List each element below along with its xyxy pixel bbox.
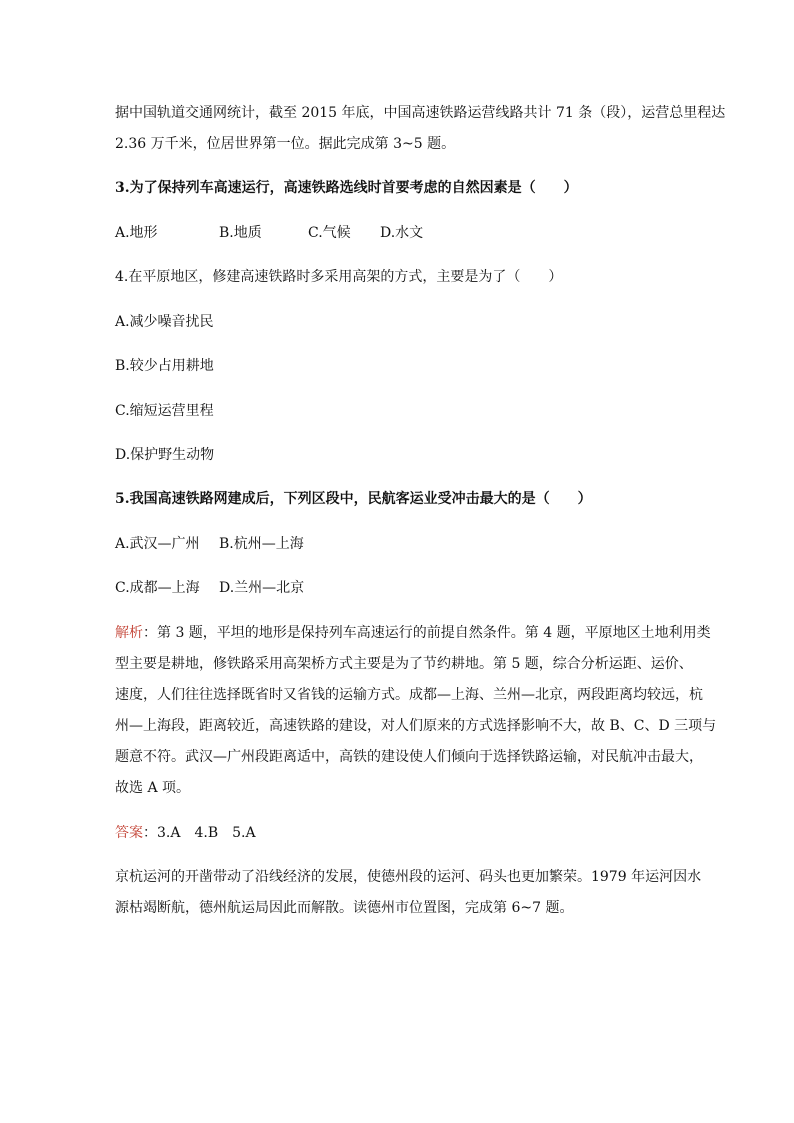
q4-option-c: C.缩短运营里程 <box>115 403 214 419</box>
analysis-label: 解析 <box>115 625 143 641</box>
answer-text: ：3.A 4.B 5.A <box>143 825 256 841</box>
q5-option-d: D.兰州—北京 <box>219 580 305 596</box>
intro-line-2: 2.36 万千米，位居世界第一位。据此完成第 3~5 题。 <box>115 136 456 152</box>
q3-option-a: A.地形 <box>115 225 158 241</box>
question-5-stem: 5.我国高速铁路网建成后，下列区段中，民航客运业受冲击最大的是（ ） <box>115 491 592 507</box>
analysis-line-1 <box>115 624 711 642</box>
answer-label: 答案 <box>115 825 143 841</box>
analysis-line-5: 题意不符。武汉—广州段距离适中，高铁的建设使人们倾向于选择铁路运输，对民航冲击最大， <box>115 749 703 765</box>
question-4-stem: 4.在平原地区，修建高速铁路时多采用高架的方式，主要是为了（ ） <box>115 269 563 285</box>
question-3-stem: 3.为了保持列车高速运行，高速铁路选线时首要考虑的自然因素是（ ） <box>115 180 578 196</box>
analysis-line-4: 州—上海段，距离较近，高速铁路的建设，对人们原来的方式选择影响不大，故 B、C、D 三项与 <box>115 718 717 734</box>
analysis-line-3: 速度，人们往往选择既省时又省钱的运输方式。成都—上海、兰州—北京，两段距离均较远，杭 <box>115 687 703 703</box>
q4-option-b: B.较少占用耕地 <box>115 358 214 374</box>
analysis-line-2: 型主要是耕地，修铁路采用高架桥方式主要是为了节约耕地。第 5 题，综合分析运距、运价、 <box>115 656 693 672</box>
q5-option-c: C.成都—上海 <box>115 580 200 596</box>
q5-option-a: A.武汉—广州 <box>115 536 200 552</box>
q3-option-b: B.地质 <box>219 225 262 241</box>
next-intro-line-2: 源枯竭断航，德州航运局因此而解散。读德州市位置图，完成第 6~7 题。 <box>115 900 574 916</box>
analysis-line-6: 故选 A 项。 <box>115 780 191 796</box>
q3-option-d: D.水文 <box>380 225 424 241</box>
answer-line <box>115 824 685 842</box>
q3-option-c: C.气候 <box>308 225 351 241</box>
q4-option-d: D.保护野生动物 <box>115 447 215 463</box>
intro-line-1: 据中国轨道交通网统计，截至 2015 年底，中国高速铁路运营线路共计 71 条（段），运营总里程达 <box>115 105 726 121</box>
q5-option-b: B.杭州—上海 <box>219 536 304 552</box>
analysis-text-1: ：第 3 题，平坦的地形是保持列车高速运行的前提自然条件。第 4 题，平原地区土地利用类 <box>143 625 711 641</box>
next-intro-line-1: 京杭运河的开凿带动了沿线经济的发展，使德州段的运河、码头也更加繁荣。1979 年运河因水 <box>115 869 702 885</box>
q4-option-a: A.减少噪音扰民 <box>115 314 214 330</box>
